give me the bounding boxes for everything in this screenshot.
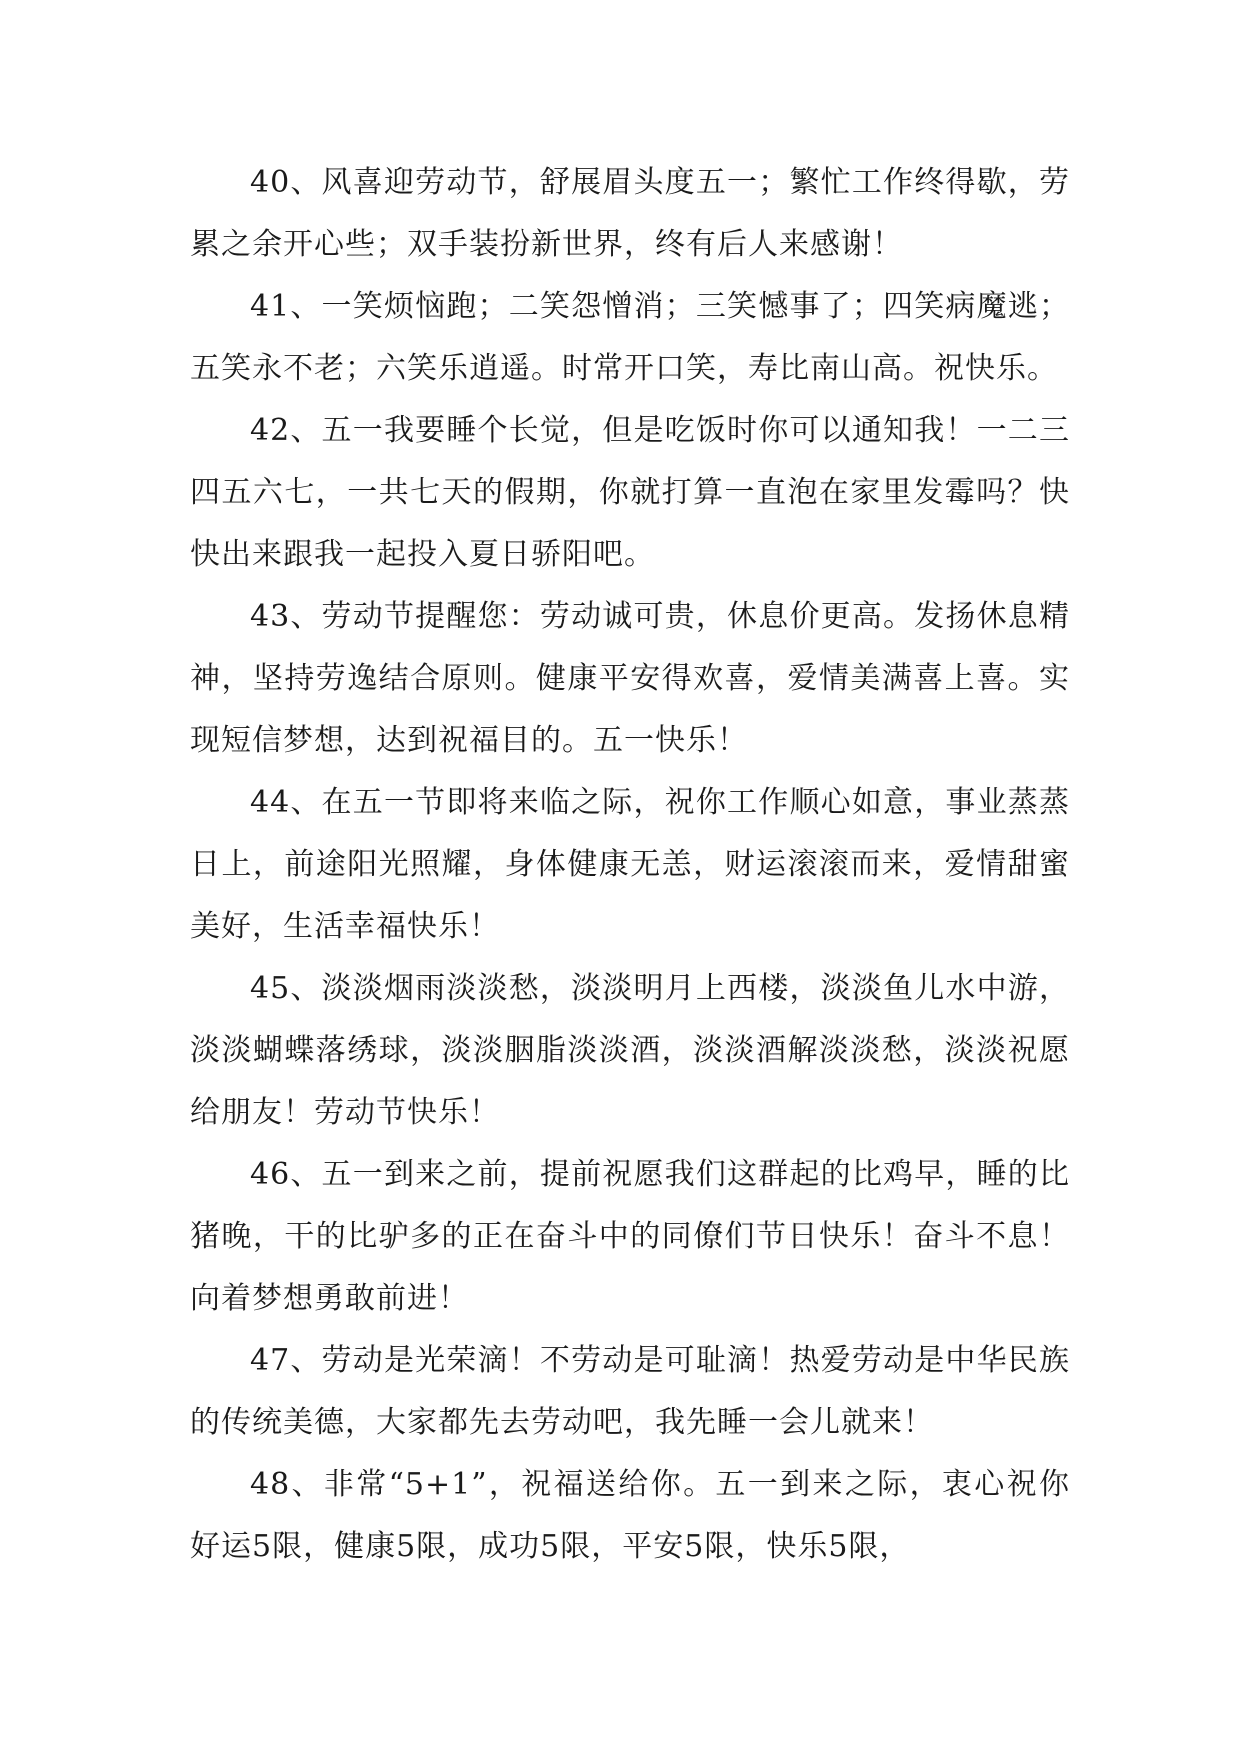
paragraph-41: 41、一笑烦恼跑；二笑怨憎消；三笑憾事了；四笑病魔逃；五笑永不老；六笑乐逍遥。时常开口笑，寿比南山高。祝快乐。 xyxy=(190,289,1070,386)
paragraph-43: 43、劳动节提醒您：劳动诚可贵，休息价更高。发扬休息精神，坚持劳逸结合原则。健康平安得欢喜，爱情美满喜上喜。实现短信梦想，达到祝福目的。五一快乐！ xyxy=(190,599,1070,758)
paragraph-46: 46、五一到来之前，提前祝愿我们这群起的比鸡早，睡的比猪晚，干的比驴多的正在奋斗中的同僚们节日快乐！奋斗不息！向着梦想勇敢前进！ xyxy=(190,1157,1070,1316)
paragraph-40: 40、风喜迎劳动节，舒展眉头度五一；繁忙工作终得歇，劳累之余开心些；双手装扮新世界，终有后人来感谢！ xyxy=(190,165,1070,262)
paragraph-47: 47、劳动是光荣滴！不劳动是可耻滴！热爱劳动是中华民族的传统美德，大家都先去劳动吧，我先睡一会儿就来！ xyxy=(190,1343,1070,1440)
paragraph-42: 42、五一我要睡个长觉，但是吃饭时你可以通知我！一二三四五六七，一共七天的假期，你就打算一直泡在家里发霉吗？快快出来跟我一起投入夏日骄阳吧。 xyxy=(190,413,1070,572)
paragraph-48: 48、非常“5+1”，祝福送给你。五一到来之际，衷心祝你好运5限，健康5限，成功5限，平安5限，快乐5限， xyxy=(190,1467,1070,1564)
document-body xyxy=(190,152,1070,1578)
paragraph-44: 44、在五一节即将来临之际，祝你工作顺心如意，事业蒸蒸日上，前途阳光照耀，身体健康无恙，财运滚滚而来，爱情甜蜜美好，生活幸福快乐！ xyxy=(190,785,1070,944)
paragraph-45: 45、淡淡烟雨淡淡愁，淡淡明月上西楼，淡淡鱼儿水中游，淡淡蝴蝶落绣球，淡淡胭脂淡淡酒，淡淡酒解淡淡愁，淡淡祝愿给朋友！劳动节快乐！ xyxy=(190,971,1070,1130)
